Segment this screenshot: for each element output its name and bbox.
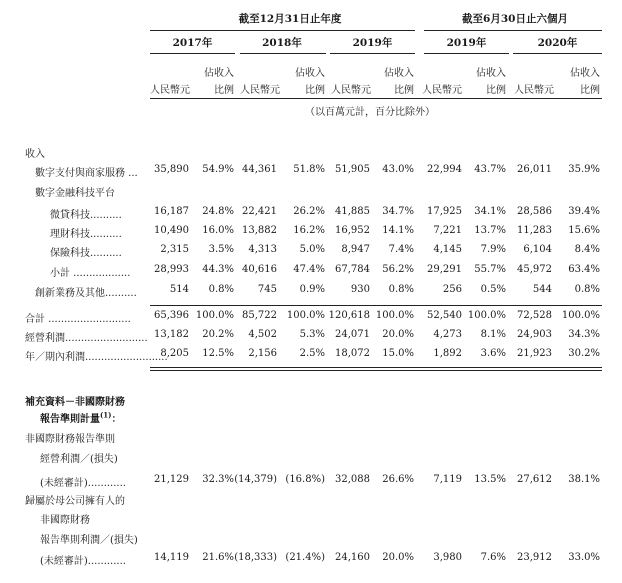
table-cell: 21.6% (202, 552, 234, 563)
table-cell: 2.5% (299, 348, 325, 359)
col-pct-header-top: 佔收入 (295, 68, 325, 79)
table-cell: 17,925 (427, 206, 462, 217)
table-cell: 0.8% (574, 284, 600, 295)
table-cell: 10,490 (154, 225, 189, 236)
period-a-header: 截至12月31日止年度 (238, 13, 342, 25)
table-cell: 16.0% (202, 225, 234, 236)
table-cell: 13,882 (242, 225, 277, 236)
table-cell: 5.3% (299, 329, 325, 340)
total-rule (150, 367, 602, 368)
period-b-rule (424, 30, 602, 31)
table-cell: 5.0% (299, 244, 325, 255)
table-cell: 100.0% (467, 310, 506, 321)
row-label: 小計 .................. (50, 268, 131, 279)
row-label: 理財科技.......... (50, 229, 122, 240)
supplement-label: 非國際財務 (40, 515, 90, 526)
table-cell: 7.4% (388, 244, 414, 255)
table-cell: 63.4% (568, 264, 600, 275)
table-cell: 0.9% (299, 284, 325, 295)
table-cell: 14.1% (382, 225, 414, 236)
year-2020-h1: 2020年 (537, 37, 578, 49)
table-cell: 100.0% (561, 310, 600, 321)
rule-2020-h1 (513, 53, 602, 54)
table-cell: 7.6% (480, 552, 506, 563)
row-label: 保險科技.......... (50, 248, 122, 259)
table-cell: 34.1% (474, 206, 506, 217)
table-cell: 40,616 (242, 264, 277, 275)
col-rmb-header: 人民幣元 (331, 85, 371, 96)
table-cell: 7.9% (480, 244, 506, 255)
table-cell: 8.1% (480, 329, 506, 340)
table-cell: 67,784 (335, 264, 370, 275)
table-cell: 16,952 (335, 225, 370, 236)
table-cell: 35.9% (568, 164, 600, 175)
supplement-title-line1: 補充資料－非國際財務 (25, 397, 125, 408)
table-cell: 544 (532, 284, 552, 295)
table-cell: 28,586 (517, 206, 552, 217)
unit-note: （以百萬元計，百分比除外） (305, 107, 435, 118)
supplement-title-line2 (40, 410, 122, 425)
table-cell: 0.8% (388, 284, 414, 295)
col-pct-header-bottom: 比例 (305, 85, 325, 96)
table-cell: 51,905 (335, 164, 370, 175)
table-cell: 11,283 (517, 225, 552, 236)
col-pct-header-top: 佔收入 (384, 68, 414, 79)
table-cell: 16,187 (154, 206, 189, 217)
col-pct-header-bottom: 比例 (580, 85, 600, 96)
table-cell: (18,333) (234, 552, 277, 563)
table-cell: 120,618 (328, 310, 370, 321)
table-cell: 4,502 (248, 329, 277, 340)
table-cell: 15.0% (382, 348, 414, 359)
table-cell: 3,980 (433, 552, 462, 563)
supplement-title-colon: ： (111, 414, 122, 425)
table-cell: (14,379) (234, 474, 277, 485)
table-cell: 72,528 (517, 310, 552, 321)
table-cell: 12.5% (202, 348, 234, 359)
table-cell: 54.9% (202, 164, 234, 175)
table-cell: 26.6% (382, 474, 414, 485)
table-cell: 21,129 (154, 474, 189, 485)
table-cell: 52,540 (427, 310, 462, 321)
col-pct-header-top: 佔收入 (476, 68, 506, 79)
period-a-rule (150, 30, 415, 31)
table-cell: 514 (169, 284, 189, 295)
table-cell: 4,313 (248, 244, 277, 255)
rule-2019 (330, 53, 415, 54)
col-pct-header-top: 佔收入 (204, 68, 234, 79)
table-cell: 4,145 (433, 244, 462, 255)
table-cell: 24,160 (335, 552, 370, 563)
table-cell: 35,890 (154, 164, 189, 175)
table-cell: 85,722 (242, 310, 277, 321)
year-2019: 2019年 (352, 37, 393, 49)
table-cell: (21.4%) (285, 552, 325, 563)
row-label: 數字金融科技平台 (35, 188, 115, 199)
supplement-label: 報告準則利潤／(損失) (40, 535, 138, 546)
rule-2018 (240, 53, 326, 54)
table-cell: 44,361 (242, 164, 277, 175)
subtotal-rule (150, 305, 602, 306)
col-rmb-header: 人民幣元 (150, 85, 190, 96)
table-cell: 745 (257, 284, 277, 295)
table-cell: 65,396 (154, 310, 189, 321)
table-cell: 15.6% (568, 225, 600, 236)
table-cell: 56.2% (382, 264, 414, 275)
table-cell: 47.4% (293, 264, 325, 275)
table-cell: 32,088 (335, 474, 370, 485)
table-cell: 27,612 (517, 474, 552, 485)
col-rmb-header: 人民幣元 (422, 85, 462, 96)
table-cell: 20.0% (382, 552, 414, 563)
supplement-label: (未經審計)............ (40, 478, 126, 489)
supplement-label: 經營利潤／(損失) (40, 454, 118, 465)
row-label: 創新業務及其他.......... (35, 288, 137, 299)
table-cell: 2,156 (248, 348, 277, 359)
table-cell: 23,912 (517, 552, 552, 563)
row-label: 合計 .......................... (25, 314, 131, 325)
table-cell: 8,205 (160, 348, 189, 359)
table-cell: 930 (350, 284, 370, 295)
table-cell: 100.0% (195, 310, 234, 321)
table-cell: (16.8%) (285, 474, 325, 485)
table-cell: 100.0% (286, 310, 325, 321)
table-cell: 0.8% (208, 284, 234, 295)
table-cell: 13.7% (474, 225, 506, 236)
row-label: 數字支付與商家服務 ... (35, 168, 138, 179)
table-cell: 1,892 (433, 348, 462, 359)
table-cell: 100.0% (375, 310, 414, 321)
table-cell: 55.7% (474, 264, 506, 275)
table-cell: 16.2% (293, 225, 325, 236)
col-rmb-header: 人民幣元 (514, 85, 554, 96)
table-cell: 7,221 (433, 225, 462, 236)
table-cell: 32.3% (202, 474, 234, 485)
supplement-label: 歸屬於母公司擁有人的 (25, 496, 125, 507)
table-cell: 30.2% (568, 348, 600, 359)
table-cell: 8.4% (574, 244, 600, 255)
table-cell: 18,072 (335, 348, 370, 359)
period-b-header: 截至6月30日止六個月 (462, 13, 568, 25)
table-cell: 7,119 (433, 474, 462, 485)
supplement-title-footnote: (1) (100, 410, 112, 420)
table-cell: 24,071 (335, 329, 370, 340)
col-pct-header-top: 佔收入 (570, 68, 600, 79)
rule-2017 (150, 53, 235, 54)
table-cell: 20.0% (382, 329, 414, 340)
table-cell: 8,947 (341, 244, 370, 255)
table-cell: 34.7% (382, 206, 414, 217)
total-rule-2 (150, 370, 602, 371)
year-2018: 2018年 (262, 37, 302, 49)
table-cell: 44.3% (202, 264, 234, 275)
table-cell: 0.5% (480, 284, 506, 295)
table-cell: 43.0% (382, 164, 414, 175)
table-cell: 26.2% (293, 206, 325, 217)
table-cell: 22,421 (242, 206, 277, 217)
table-cell: 38.1% (568, 474, 600, 485)
table-cell: 28,993 (154, 264, 189, 275)
supplement-title-text: 報告準則計量 (40, 414, 100, 425)
table-cell: 24,903 (517, 329, 552, 340)
table-cell: 51.8% (293, 164, 325, 175)
table-cell: 41,885 (335, 206, 370, 217)
row-label: 年／期內利潤.......................... (25, 352, 168, 363)
table-cell: 29,291 (427, 264, 462, 275)
table-cell: 34.3% (568, 329, 600, 340)
table-cell: 6,104 (523, 244, 552, 255)
subheader-rule (150, 98, 602, 99)
table-cell: 14,119 (154, 552, 189, 563)
col-pct-header-bottom: 比例 (394, 85, 414, 96)
row-label: 收入 (25, 149, 45, 160)
table-cell: 45,972 (517, 264, 552, 275)
year-2019-h1: 2019年 (446, 37, 487, 49)
table-cell: 13,182 (154, 329, 189, 340)
table-cell: 26,011 (517, 164, 552, 175)
table-cell: 43.7% (474, 164, 506, 175)
supplement-label: (未經審計)............ (40, 556, 126, 567)
col-pct-header-bottom: 比例 (214, 85, 234, 96)
row-label: 經營利潤.......................... (25, 333, 148, 344)
col-rmb-header: 人民幣元 (240, 85, 280, 96)
table-cell: 13.5% (474, 474, 506, 485)
table-cell: 24.8% (202, 206, 234, 217)
supplement-label: 非國際財務報告準則 (25, 434, 115, 445)
table-cell: 21,923 (517, 348, 552, 359)
table-cell: 3.5% (208, 244, 234, 255)
rule-2019-h1 (424, 53, 509, 54)
table-cell: 39.4% (568, 206, 600, 217)
table-cell: 22,994 (427, 164, 462, 175)
table-cell: 256 (442, 284, 462, 295)
table-cell: 2,315 (160, 244, 189, 255)
table-cell: 20.2% (202, 329, 234, 340)
table-cell: 3.6% (480, 348, 506, 359)
col-pct-header-bottom: 比例 (486, 85, 506, 96)
year-2017: 2017年 (172, 37, 213, 49)
table-cell: 4,273 (433, 329, 462, 340)
row-label: 微貸科技.......... (50, 210, 122, 221)
table-cell: 33.0% (568, 552, 600, 563)
